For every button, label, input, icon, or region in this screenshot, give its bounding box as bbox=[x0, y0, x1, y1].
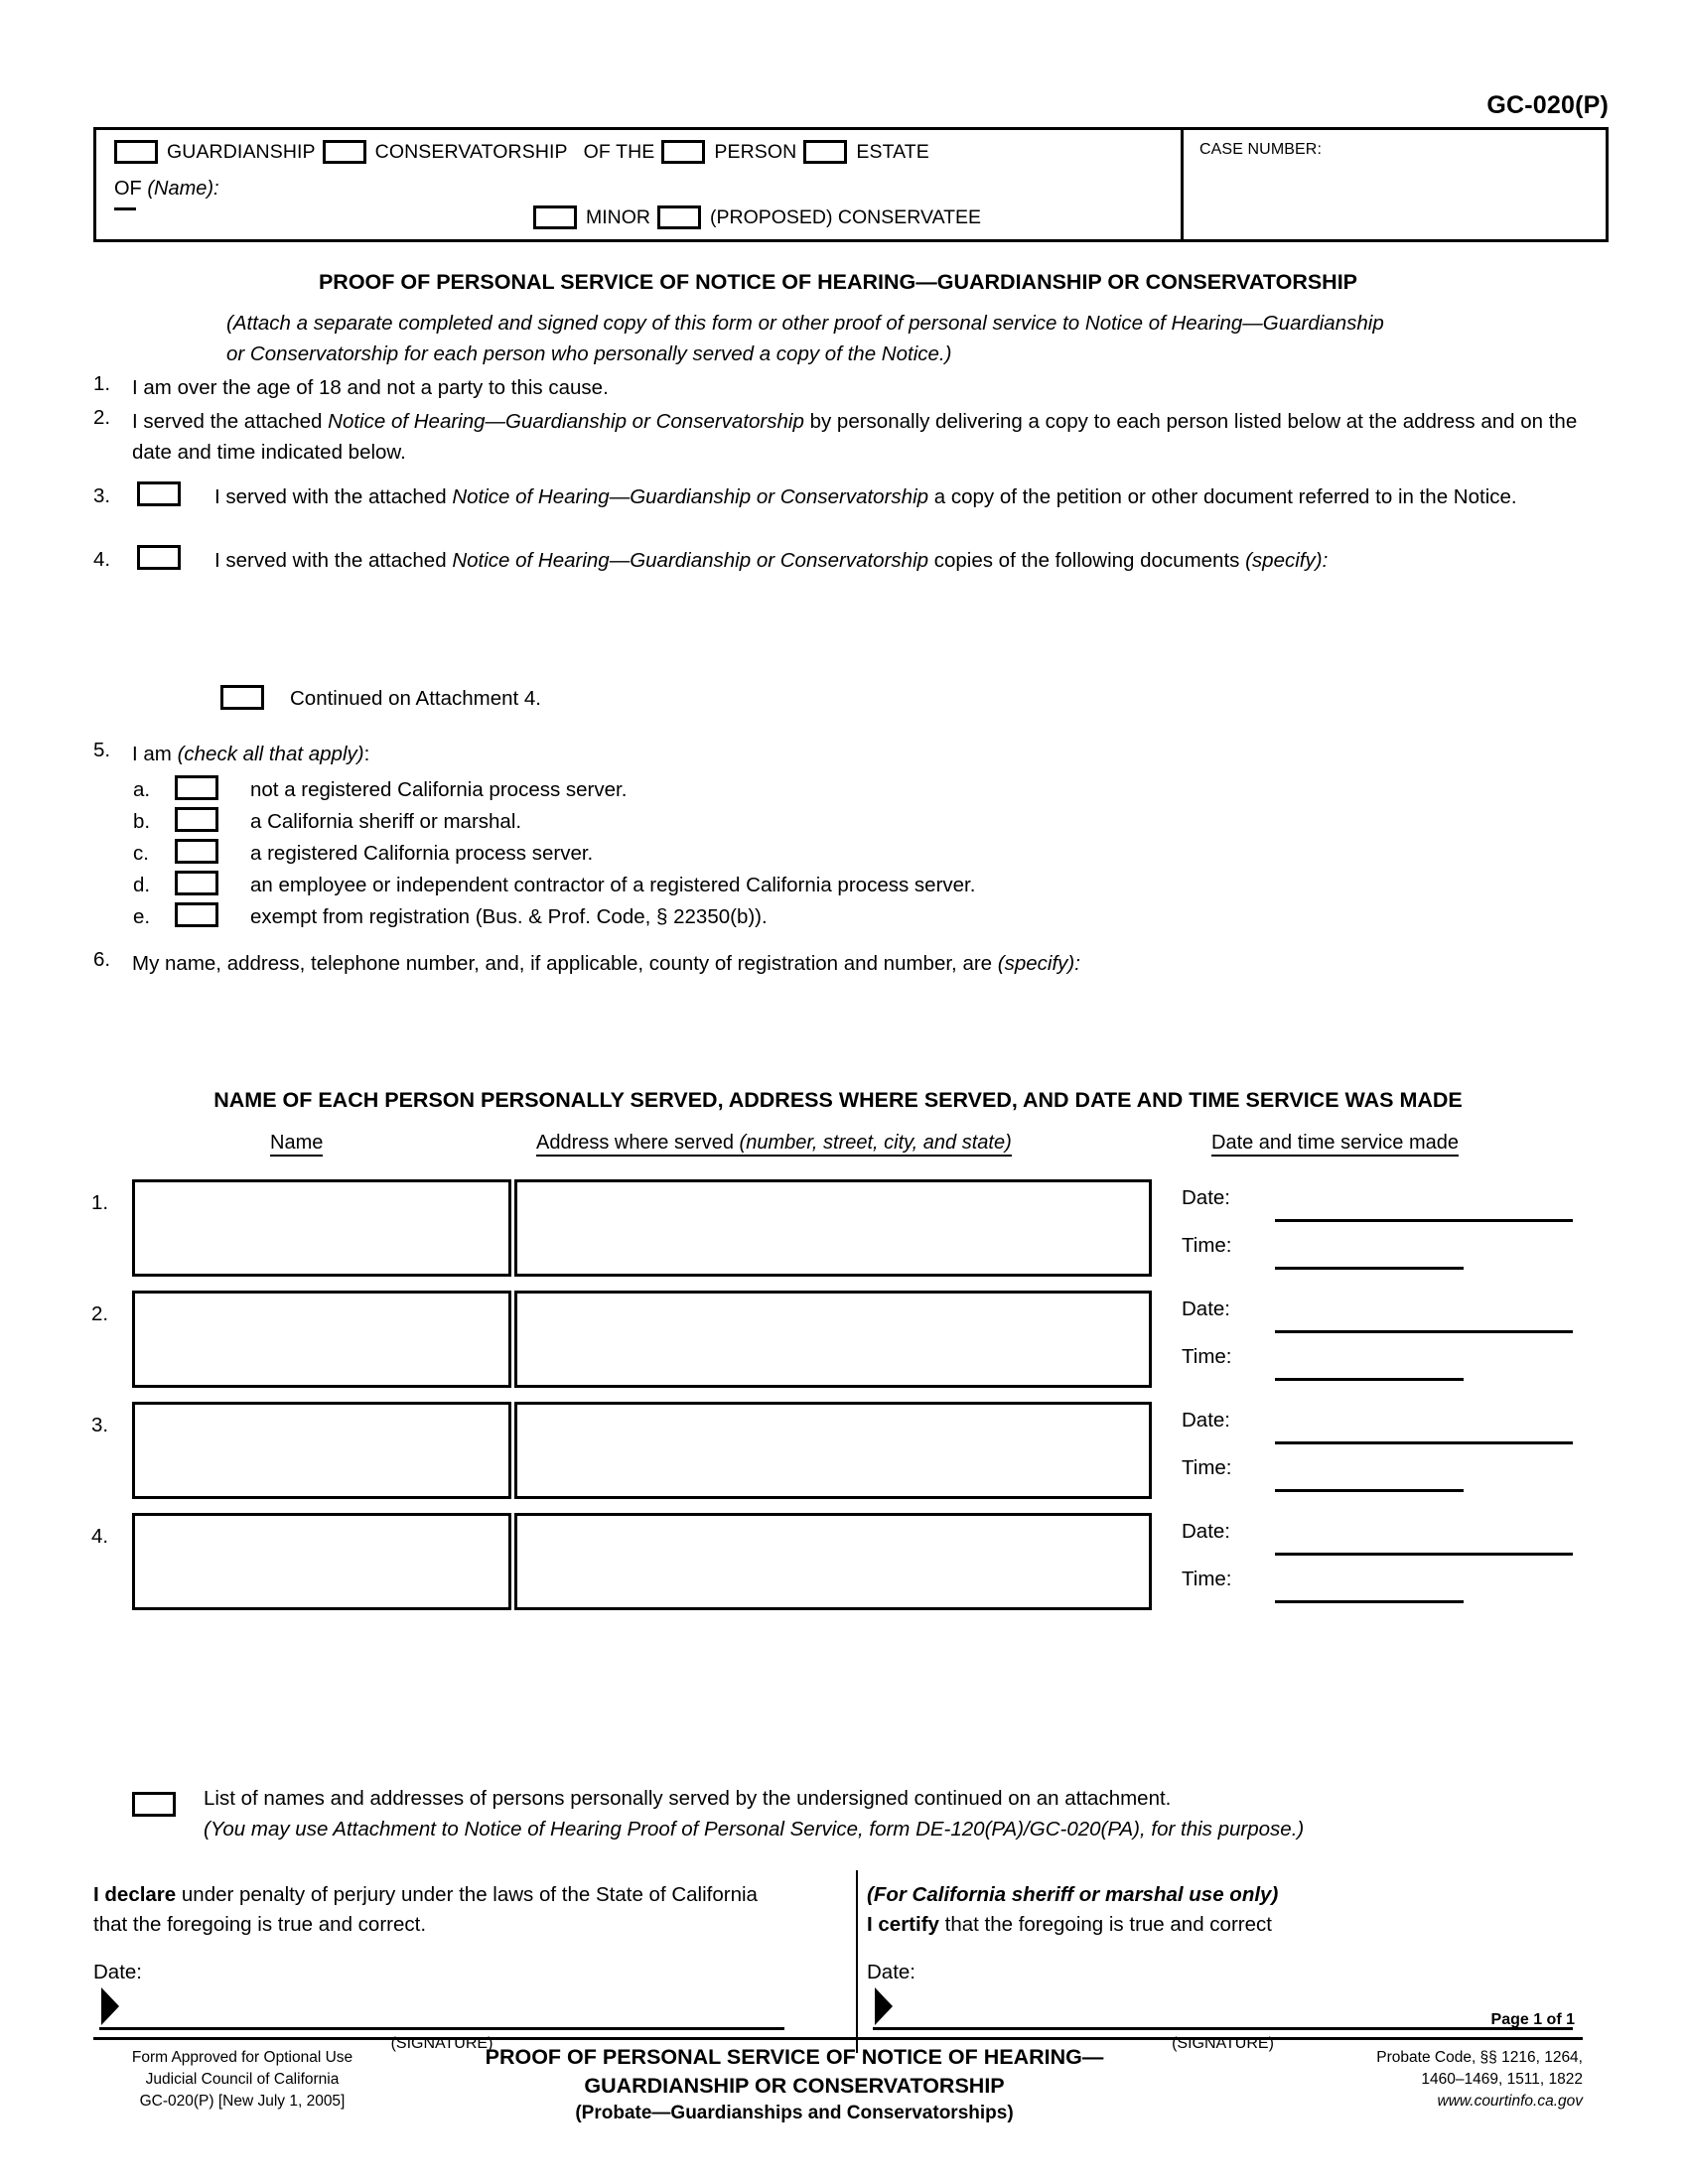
item-4-part2: copies of the following documents bbox=[928, 549, 1246, 572]
item-4-specify: (specify): bbox=[1245, 549, 1329, 572]
item-5d-checkbox[interactable] bbox=[175, 871, 218, 895]
certification-right-text bbox=[867, 1880, 1582, 1940]
footer-approved-line: Form Approved for Optional Use bbox=[131, 2049, 353, 2066]
table-row-time-label: Time: bbox=[1182, 1456, 1232, 1479]
signature-caption-right: (SIGNATURE) bbox=[1172, 2035, 1274, 2052]
certify-bold-lead: I certify bbox=[867, 1913, 939, 1936]
continued-attachment-4-checkbox[interactable] bbox=[220, 685, 264, 710]
column-header-address: Address where served (number, street, city, and state) bbox=[536, 1132, 1012, 1155]
table-row-name-field[interactable] bbox=[132, 1402, 511, 1499]
item-2-notice-ref: Notice of Hearing—Guardianship or Conservatorship bbox=[328, 410, 804, 433]
signature-caption-left: (SIGNATURE) bbox=[390, 2035, 493, 2052]
item-4-part1: I served with the attached bbox=[214, 549, 453, 572]
attachment-list-checkbox[interactable] bbox=[132, 1792, 176, 1817]
table-row-number: 4. bbox=[91, 1525, 109, 1548]
item-2-text bbox=[132, 406, 1582, 468]
table-row-time-line[interactable] bbox=[1275, 1489, 1464, 1492]
estate-label: ESTATE bbox=[856, 140, 929, 163]
footer-title-line1: PROOF OF PERSONAL SERVICE OF NOTICE OF HEARING— bbox=[485, 2045, 1104, 2069]
item-1-number: 1. bbox=[93, 372, 111, 395]
footer-rule bbox=[93, 2037, 1583, 2040]
item-3-text bbox=[214, 481, 1585, 512]
sheriff-use-only-heading: (For California sheriff or marshal use only) bbox=[867, 1883, 1279, 1906]
item-5-colon: : bbox=[363, 743, 370, 765]
table-row-date-label: Date: bbox=[1182, 1409, 1230, 1432]
table-row-date-line[interactable] bbox=[1275, 1219, 1573, 1222]
person-label: PERSON bbox=[714, 140, 797, 163]
caption-box bbox=[93, 127, 1609, 242]
item-4-notice-ref: Notice of Hearing—Guardianship or Conservatorship bbox=[452, 549, 929, 572]
table-row-time-label: Time: bbox=[1182, 1568, 1232, 1590]
item-2-part1: I served the attached bbox=[132, 410, 329, 433]
person-checkbox[interactable] bbox=[661, 140, 705, 164]
attach-instruction-part3: for each person who personally served a copy of the Notice.) bbox=[398, 342, 952, 365]
page-indicator: Page 1 of 1 bbox=[1490, 2011, 1575, 2028]
footer-revision-line: GC-020(P) [New July 1, 2005] bbox=[139, 2093, 346, 2110]
table-row-address-field[interactable] bbox=[514, 1291, 1152, 1388]
table-row-time-line[interactable] bbox=[1275, 1267, 1464, 1270]
declaration-bold-lead: I declare bbox=[93, 1883, 177, 1906]
table-row-time-line[interactable] bbox=[1275, 1600, 1464, 1603]
of-name-row bbox=[114, 178, 219, 201]
table-row-number: 3. bbox=[91, 1414, 109, 1436]
minor-label: MINOR bbox=[586, 205, 650, 228]
item-2-number: 2. bbox=[93, 406, 111, 429]
certify-rest: that the foregoing is true and correct bbox=[938, 1913, 1272, 1936]
table-row-name-field[interactable] bbox=[132, 1513, 511, 1610]
continued-attachment-4-label: Continued on Attachment 4. bbox=[290, 687, 542, 710]
of-prefix: OF bbox=[114, 178, 148, 200]
declaration-left-text bbox=[93, 1880, 788, 1940]
footer-title-line2: GUARDIANSHIP OR CONSERVATORSHIP bbox=[584, 2074, 1005, 2098]
item-1-text: I am over the age of 18 and not a party to this cause. bbox=[132, 376, 609, 399]
footer-subtitle: (Probate—Guardianships and Conservatorships) bbox=[575, 2103, 1014, 2123]
of-the-label: OF THE bbox=[583, 140, 655, 163]
item-5a-checkbox[interactable] bbox=[175, 775, 218, 800]
item-4-number: 4. bbox=[93, 548, 111, 571]
table-row-date-label: Date: bbox=[1182, 1297, 1230, 1320]
item-5-prefix: I am bbox=[132, 743, 178, 765]
item-4-text bbox=[214, 545, 1595, 576]
proposed-conservatee-checkbox[interactable] bbox=[657, 205, 701, 229]
item-5c-checkbox[interactable] bbox=[175, 839, 218, 864]
item-6-text bbox=[132, 948, 1572, 979]
item-5e-checkbox[interactable] bbox=[175, 902, 218, 927]
declaration-date-label-left: Date: bbox=[93, 1961, 142, 1983]
item-5b-checkbox[interactable] bbox=[175, 807, 218, 832]
footer-code-line1: Probate Code, §§ 1216, 1264, bbox=[1376, 2049, 1583, 2066]
table-row-address-field[interactable] bbox=[514, 1179, 1152, 1277]
item-5-text bbox=[132, 739, 369, 769]
item-5d-letter: d. bbox=[133, 874, 151, 896]
footer-left-block bbox=[93, 2047, 391, 2113]
item-3-notice-ref: Notice of Hearing—Guardianship or Conservatorship bbox=[452, 485, 929, 508]
item-5d-label: an employee or independent contractor of a registered California process server. bbox=[250, 874, 976, 896]
column-header-datetime: Date and time service made bbox=[1211, 1132, 1459, 1155]
caption-left-region bbox=[96, 130, 1181, 239]
minor-checkbox[interactable] bbox=[533, 205, 577, 229]
caption-type-row bbox=[114, 140, 936, 164]
attachment-list-note bbox=[204, 1783, 1594, 1844]
declaration-date-label-right: Date: bbox=[867, 1961, 915, 1983]
served-table-heading: NAME OF EACH PERSON PERSONALLY SERVED, ADDRESS WHERE SERVED, AND DATE AND TIME SERVICE WAS MADE bbox=[213, 1088, 1463, 1112]
case-number-label: CASE NUMBER: bbox=[1199, 141, 1322, 158]
footer-website: www.courtinfo.ca.gov bbox=[1437, 2093, 1583, 2110]
table-row-date-line[interactable] bbox=[1275, 1330, 1573, 1333]
table-row-name-field[interactable] bbox=[132, 1179, 511, 1277]
table-row-time-label: Time: bbox=[1182, 1234, 1232, 1257]
of-name-italic: (Name): bbox=[147, 178, 219, 200]
item-3-part1: I served with the attached bbox=[214, 485, 453, 508]
guardianship-checkbox[interactable] bbox=[114, 140, 158, 164]
table-row-name-field[interactable] bbox=[132, 1291, 511, 1388]
guardianship-label: GUARDIANSHIP bbox=[167, 140, 316, 163]
item-5b-letter: b. bbox=[133, 810, 151, 833]
attach-instruction bbox=[226, 308, 1398, 369]
item-5c-label: a registered California process server. bbox=[250, 842, 594, 865]
footer-code-line2: 1460–1469, 1511, 1822 bbox=[1421, 2071, 1583, 2088]
table-row-number: 2. bbox=[91, 1302, 109, 1325]
item-3-checkbox[interactable] bbox=[137, 481, 181, 506]
table-row-date-label: Date: bbox=[1182, 1520, 1230, 1543]
attachment-list-note-line2: (You may use Attachment to Notice of Hearing Proof of Personal Service, form DE-120(PA)/GC-020(PA), for this purpose.) bbox=[204, 1818, 1305, 1841]
proposed-conservatee-label: (PROPOSED) CONSERVATEE bbox=[710, 205, 982, 228]
conservatorship-label: CONSERVATORSHIP bbox=[374, 140, 568, 163]
form-number: GC-020(P) bbox=[1486, 91, 1609, 119]
case-number-region[interactable] bbox=[1181, 130, 1606, 239]
item-5e-label: exempt from registration (Bus. & Prof. Code, § 22350(b)). bbox=[250, 905, 768, 928]
footer-title-block bbox=[397, 2043, 1192, 2101]
caption-subject-row bbox=[533, 205, 988, 229]
page-title: PROOF OF PERSONAL SERVICE OF NOTICE OF HEARING—GUARDIANSHIP OR CONSERVATORSHIP bbox=[318, 270, 1358, 294]
item-5c-letter: c. bbox=[133, 842, 149, 865]
footer-council-line: Judicial Council of California bbox=[145, 2071, 340, 2088]
item-6-specify: (specify): bbox=[997, 952, 1080, 975]
item-3-number: 3. bbox=[93, 484, 111, 507]
item-5-number: 5. bbox=[93, 739, 111, 761]
item-5a-letter: a. bbox=[133, 778, 151, 801]
table-row-date-line[interactable] bbox=[1275, 1441, 1573, 1444]
table-row-time-label: Time: bbox=[1182, 1345, 1232, 1368]
attachment-list-note-line1: List of names and addresses of persons personally served by the undersigned continued on an attachment. bbox=[204, 1787, 1172, 1810]
attachment-list-checkbox-wrap bbox=[132, 1792, 176, 1822]
footer-right-block bbox=[1285, 2047, 1583, 2113]
item-3-part2: a copy of the petition or other document referred to in the Notice. bbox=[928, 485, 1517, 508]
item-5b-label: a California sheriff or marshal. bbox=[250, 810, 522, 833]
item-5e-letter: e. bbox=[133, 905, 151, 928]
item-6-number: 6. bbox=[93, 948, 111, 971]
table-row-date-label: Date: bbox=[1182, 1186, 1230, 1209]
attach-instruction-form-ref: Notice of Hearing—Guardianship or Conservatorship bbox=[226, 312, 1384, 365]
column-header-name: Name bbox=[270, 1132, 323, 1155]
table-row-address-field[interactable] bbox=[514, 1402, 1152, 1499]
conservatorship-checkbox[interactable] bbox=[323, 140, 366, 164]
certification-line bbox=[867, 1910, 1582, 1940]
table-row-date-line[interactable] bbox=[1275, 1553, 1573, 1556]
item-2-part2: by personally delivering a copy to each person listed below at the address and on the date and time indicated below. bbox=[132, 410, 1578, 464]
attach-instruction-part1: (Attach a separate completed and signed copy of this form or other proof of personal service to bbox=[226, 312, 1085, 335]
declaration-rest: under penalty of perjury under the laws of the State of California that the foregoing is true and correct. bbox=[93, 1883, 758, 1936]
item-5-instruction: (check all that apply) bbox=[177, 743, 364, 765]
table-row-address-field[interactable] bbox=[514, 1513, 1152, 1610]
table-row-number: 1. bbox=[91, 1191, 109, 1214]
caption-tick-mark bbox=[114, 207, 136, 210]
item-4-checkbox[interactable] bbox=[137, 545, 181, 570]
table-row-time-line[interactable] bbox=[1275, 1378, 1464, 1381]
item-6-part1: My name, address, telephone number, and, if applicable, county of registration and number, are bbox=[132, 952, 998, 975]
estate-checkbox[interactable] bbox=[803, 140, 847, 164]
item-5a-label: not a registered California process server. bbox=[250, 778, 628, 801]
